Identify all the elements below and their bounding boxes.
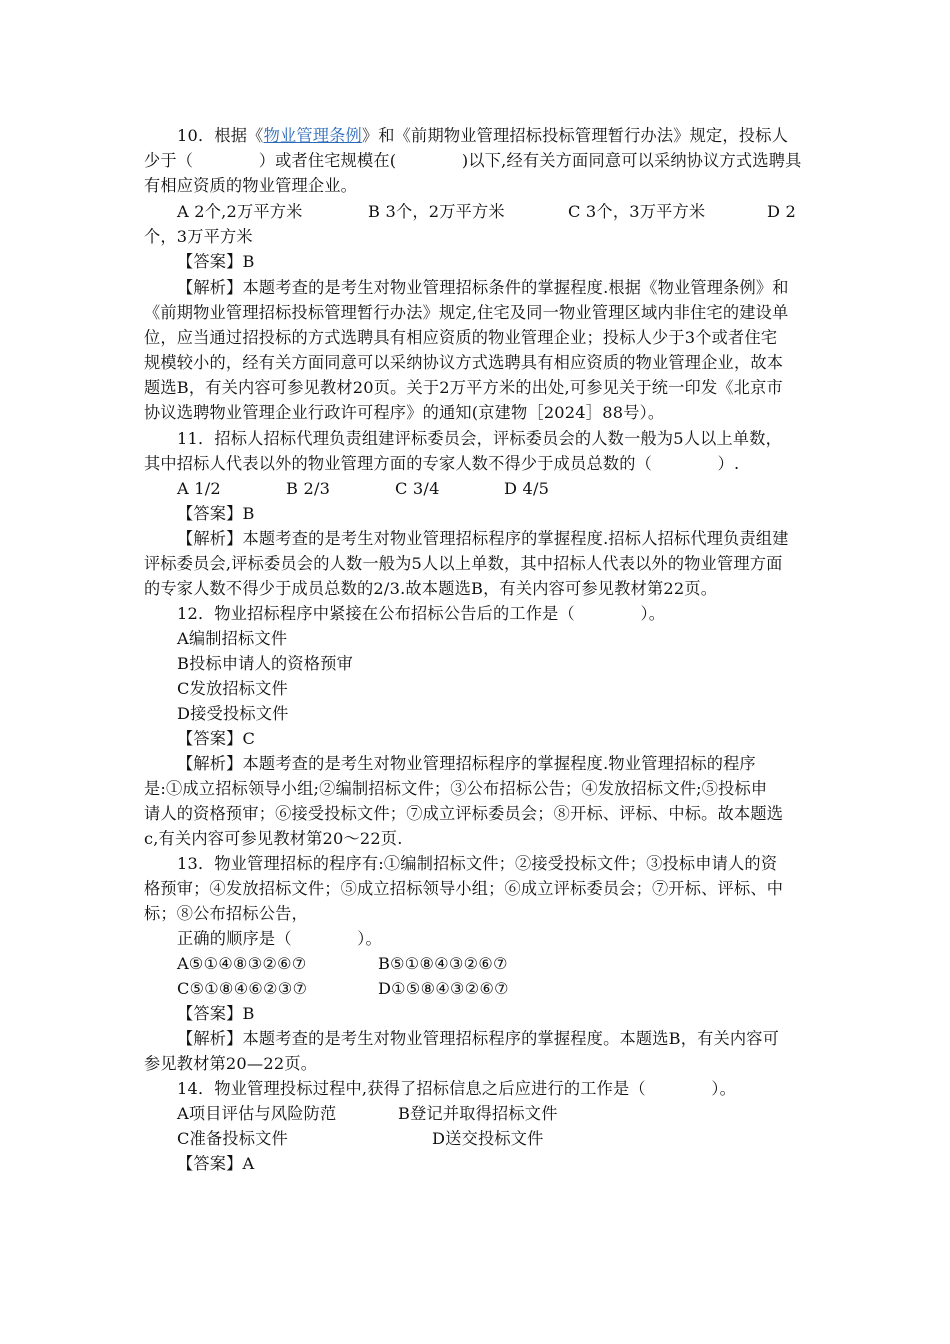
q13-line-1: 13．物业管理招标的程序有:①编制招标文件；②接受投标文件；③投标申请人的资 — [177, 854, 778, 873]
q10-answer: 【答案】B — [177, 252, 255, 271]
q13-option-a: A⑤①④⑧③②⑥⑦ — [177, 954, 307, 973]
q10-option-d-cont: 个，3万平方米 — [144, 227, 253, 246]
q14-line-1: 14．物业管理投标过程中,获得了招标信息之后应进行的工作是（ ）。 — [177, 1079, 737, 1098]
q12-explanation-4: c,有关内容可参见教材第20～22页. — [144, 829, 403, 848]
q14-option-c: C准备投标文件 — [177, 1129, 288, 1148]
q10-text: 10．根据《 — [177, 126, 264, 145]
q11-explanation-2: 评标委员会,评标委员会的人数一般为5人以上单数，其中招标人代表以外的物业管理方面 — [144, 554, 783, 573]
q10-text: 》和《前期物业管理招标投标管理暂行办法》规定，投标人 — [361, 126, 788, 145]
q10-option-b: B 3个，2万平方米 — [368, 202, 505, 221]
q10-explanation-4: 规模较小的，经有关方面同意可以采纳协议方式选聘具有相应资质的物业管理企业，故本 — [144, 353, 784, 372]
q12-option-a: A编制招标文件 — [177, 629, 288, 648]
q12-line-1: 12．物业招标程序中紧接在公布招标公告后的工作是（ ）。 — [177, 604, 666, 623]
q11-option-a: A 1/2 — [177, 479, 221, 498]
q14-option-a: A项目评估与风险防范 — [177, 1104, 337, 1123]
q12-option-b: B投标申请人的资格预审 — [177, 654, 353, 673]
q11-line-1: 11．招标人招标代理负责组建评标委员会，评标委员会的人数一般为5人以上单数， — [177, 429, 783, 448]
q10-line-3: 有相应资质的物业管理企业。 — [144, 176, 358, 195]
q11-answer: 【答案】B — [177, 504, 255, 523]
q11-option-b: B 2/3 — [286, 479, 331, 498]
q13-line-4: 正确的顺序是（ ）。 — [177, 929, 382, 948]
q10-explanation-1: 【解析】本题考查的是考生对物业管理招标条件的掌握程度.根据《物业管理条例》和 — [177, 278, 789, 297]
q10-option-c: C 3个，3万平方米 — [568, 202, 706, 221]
q10-option-d: D 2 — [767, 202, 797, 221]
q10-explanation-6: 协议选聘物业管理企业行政许可程序》的通知(京建物［2024］88号）。 — [144, 403, 665, 422]
q10-option-a: A 2个,2万平方米 — [177, 202, 303, 221]
q12-explanation-2: 是:①成立招标领导小组;②编制招标文件；③公布招标公告；④发放招标文件;⑤投标申 — [144, 779, 768, 798]
q12-option-d: D接受投标文件 — [177, 704, 289, 723]
q12-explanation-3: 请人的资格预审；⑥接受投标文件；⑦成立评标委员会；⑧开标、评标、中标。故本题选 — [144, 804, 784, 823]
q13-explanation-2: 参见教材第20—22页。 — [144, 1054, 318, 1073]
q13-option-d: D①⑤⑧④③②⑥⑦ — [378, 979, 509, 998]
q11-explanation-3: 的专家人数不得少于成员总数的2/3.故本题选B，有关内容可参见教材第22页。 — [144, 579, 718, 598]
q14-answer: 【答案】A — [177, 1154, 255, 1173]
q12-explanation-1: 【解析】本题考查的是考生对物业管理招标程序的掌握程度.物业管理招标的程序 — [177, 754, 756, 773]
q11-option-c: C 3/4 — [395, 479, 440, 498]
q10-line-1 — [177, 124, 788, 148]
q13-option-b: B⑤①⑧④③②⑥⑦ — [378, 954, 508, 973]
q13-option-c: C⑤①⑧④⑥②③⑦ — [177, 979, 308, 998]
q10-explanation-3: 位，应当通过招投标的方式选聘具有相应资质的物业管理企业；投标人少于3个或者住宅 — [144, 328, 778, 347]
q12-answer: 【答案】C — [177, 729, 256, 748]
q11-explanation-1: 【解析】本题考查的是考生对物业管理招标程序的掌握程度.招标人招标代理负责组建 — [177, 529, 789, 548]
q10-line-2: 少于（ ）或者住宅规模在( )以下,经有关方面同意可以采纳协议方式选聘具 — [144, 151, 802, 170]
q12-option-c: C发放招标文件 — [177, 679, 288, 698]
law-hyperlink[interactable]: 物业管理条例 — [263, 126, 362, 145]
q14-option-b: B登记并取得招标文件 — [398, 1104, 558, 1123]
q10-explanation-2: 《前期物业管理招标投标管理暂行办法》规定,住宅及同一物业管理区域内非住宅的建设单 — [144, 303, 789, 322]
q13-line-3: 标；⑧公布招标公告， — [144, 904, 308, 923]
q11-option-d: D 4/5 — [504, 479, 550, 498]
q11-line-2: 其中招标人代表以外的物业管理方面的专家人数不得少于成员总数的（ ）. — [144, 454, 740, 473]
q13-line-2: 格预审；④发放招标文件；⑤成立招标领导小组；⑥成立评标委员会；⑦开标、评标、中 — [144, 879, 784, 898]
q13-answer: 【答案】B — [177, 1004, 255, 1023]
q10-explanation-5: 题选B，有关内容可参见教材20页。关于2万平方米的出处,可参见关于统一印发《北京市 — [144, 378, 783, 397]
q14-option-d: D送交投标文件 — [432, 1129, 544, 1148]
q13-explanation-1: 【解析】本题考查的是考生对物业管理招标程序的掌握程度。本题选B，有关内容可 — [177, 1029, 780, 1048]
